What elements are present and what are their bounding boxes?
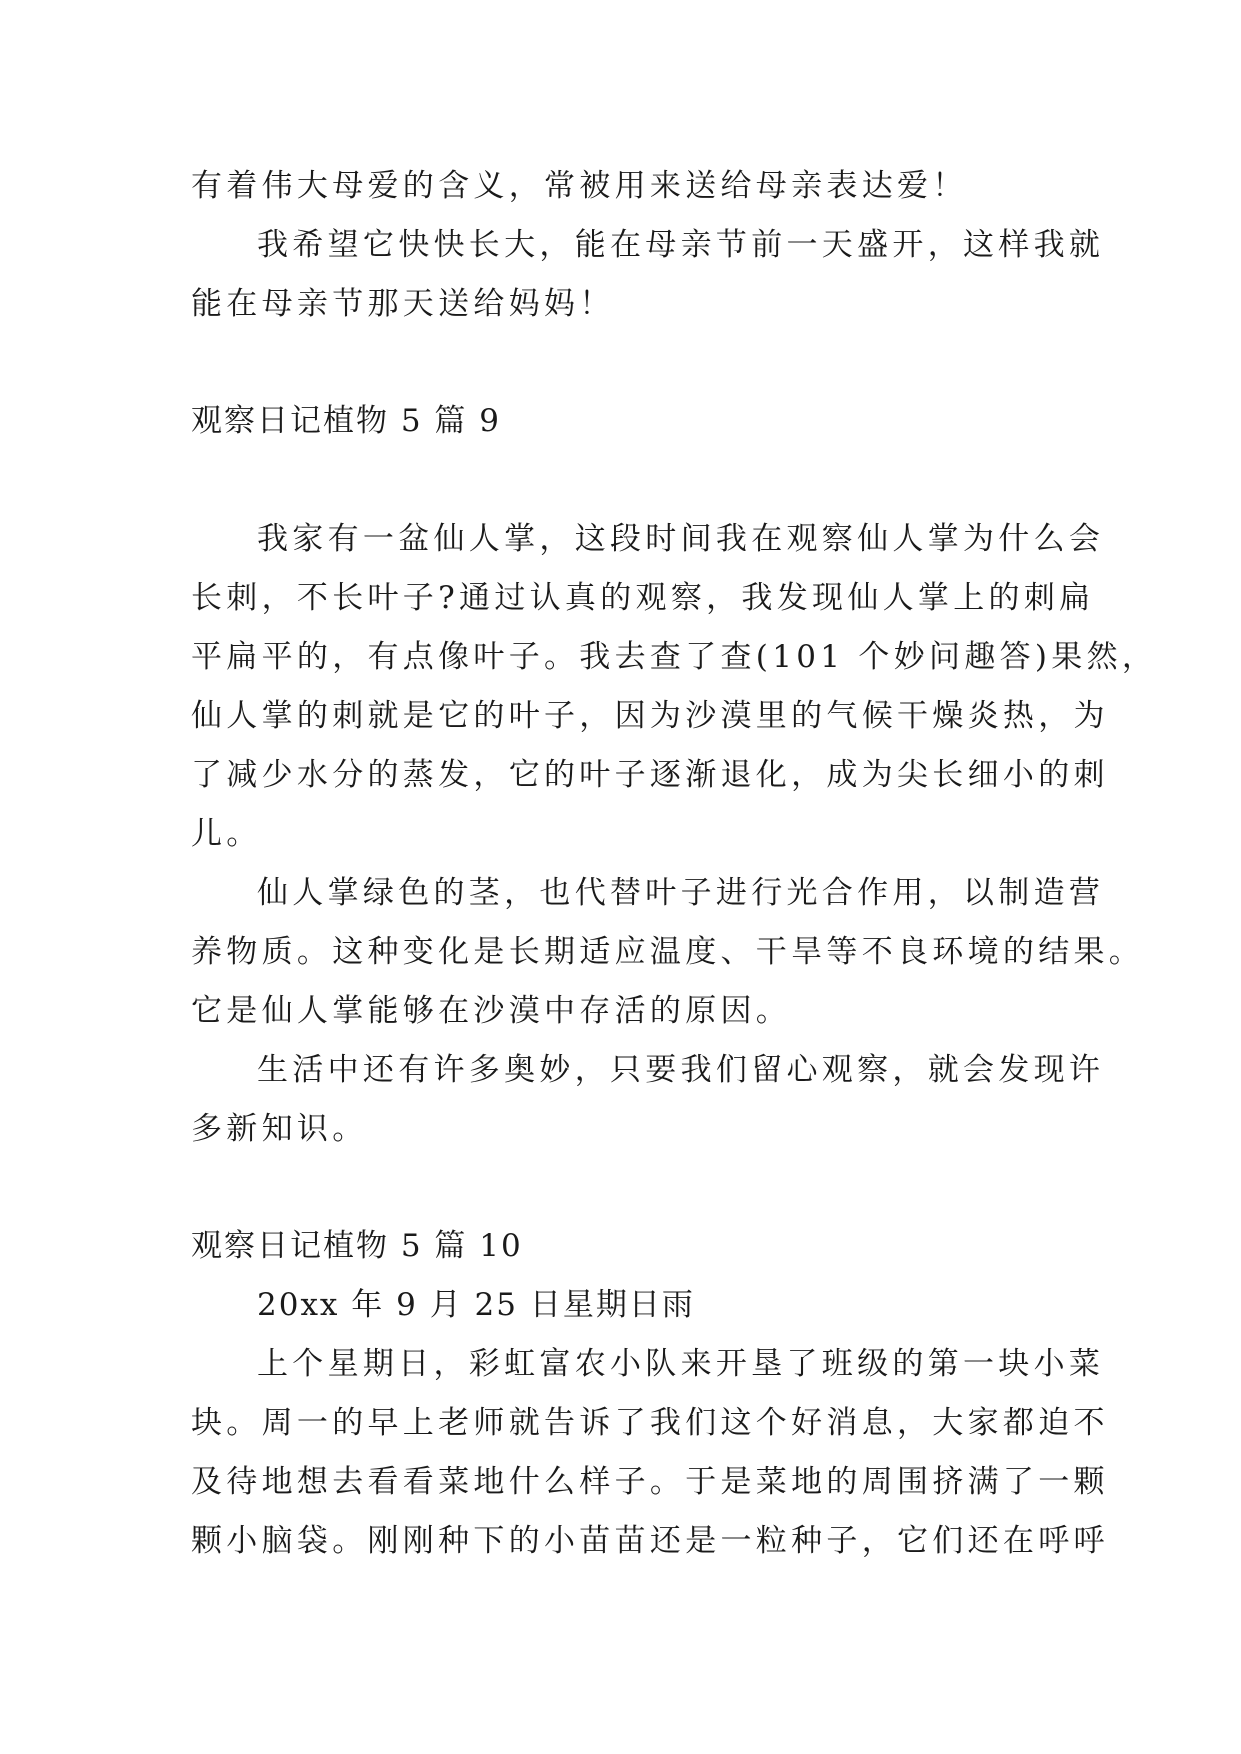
paragraph-line: 我希望它快快长大，能在母亲节前一天盛开，这样我就	[257, 227, 1105, 263]
paragraph-line: 儿。	[191, 816, 262, 852]
paragraph-line: 块。周一的早上老师就告诉了我们这个好消息，大家都迫不	[191, 1405, 1109, 1441]
paragraph-line: 上个星期日，彩虹富农小队来开垦了班级的第一块小菜	[257, 1346, 1105, 1382]
paragraph-line: 长刺，不长叶子?通过认真的观察，我发现仙人掌上的刺扁	[191, 580, 1095, 616]
paragraph-line: 它是仙人掌能够在沙漠中存活的原因。	[191, 993, 792, 1029]
paragraph-line: 了减少水分的蒸发，它的叶子逐渐退化，成为尖长细小的刺	[191, 757, 1109, 793]
paragraph-line: 有着伟大母爱的含义，常被用来送给母亲表达爱！	[191, 168, 968, 204]
paragraph-line: 生活中还有许多奥妙，只要我们留心观察，就会发现许	[257, 1052, 1105, 1088]
paragraph-line: 仙人掌的刺就是它的叶子，因为沙漠里的气候干燥炎热，为	[191, 698, 1109, 734]
paragraph-line: 养物质。这种变化是长期适应温度、干旱等不良环境的结果。	[191, 934, 1145, 970]
paragraph-line: 及待地想去看看菜地什么样子。于是菜地的周围挤满了一颗	[191, 1464, 1109, 1500]
paragraph-line: 多新知识。	[191, 1111, 368, 1147]
paragraph-line: 仙人掌绿色的茎，也代替叶子进行光合作用，以制造营	[257, 875, 1105, 911]
date-line: 20xx 年 9 月 25 日星期日雨	[257, 1287, 695, 1323]
paragraph-line: 能在母亲节那天送给妈妈！	[191, 286, 615, 322]
section-heading: 观察日记植物 5 篇 10	[191, 1228, 523, 1264]
paragraph-line: 我家有一盆仙人掌，这段时间我在观察仙人掌为什么会	[257, 521, 1105, 557]
paragraph-line: 平扁平的，有点像叶子。我去查了查(101 个妙问趣答)果然，	[191, 639, 1158, 675]
section-heading: 观察日记植物 5 篇 9	[191, 403, 502, 439]
paragraph-line: 颗小脑袋。刚刚种下的小苗苗还是一粒种子，它们还在呼呼	[191, 1523, 1109, 1559]
